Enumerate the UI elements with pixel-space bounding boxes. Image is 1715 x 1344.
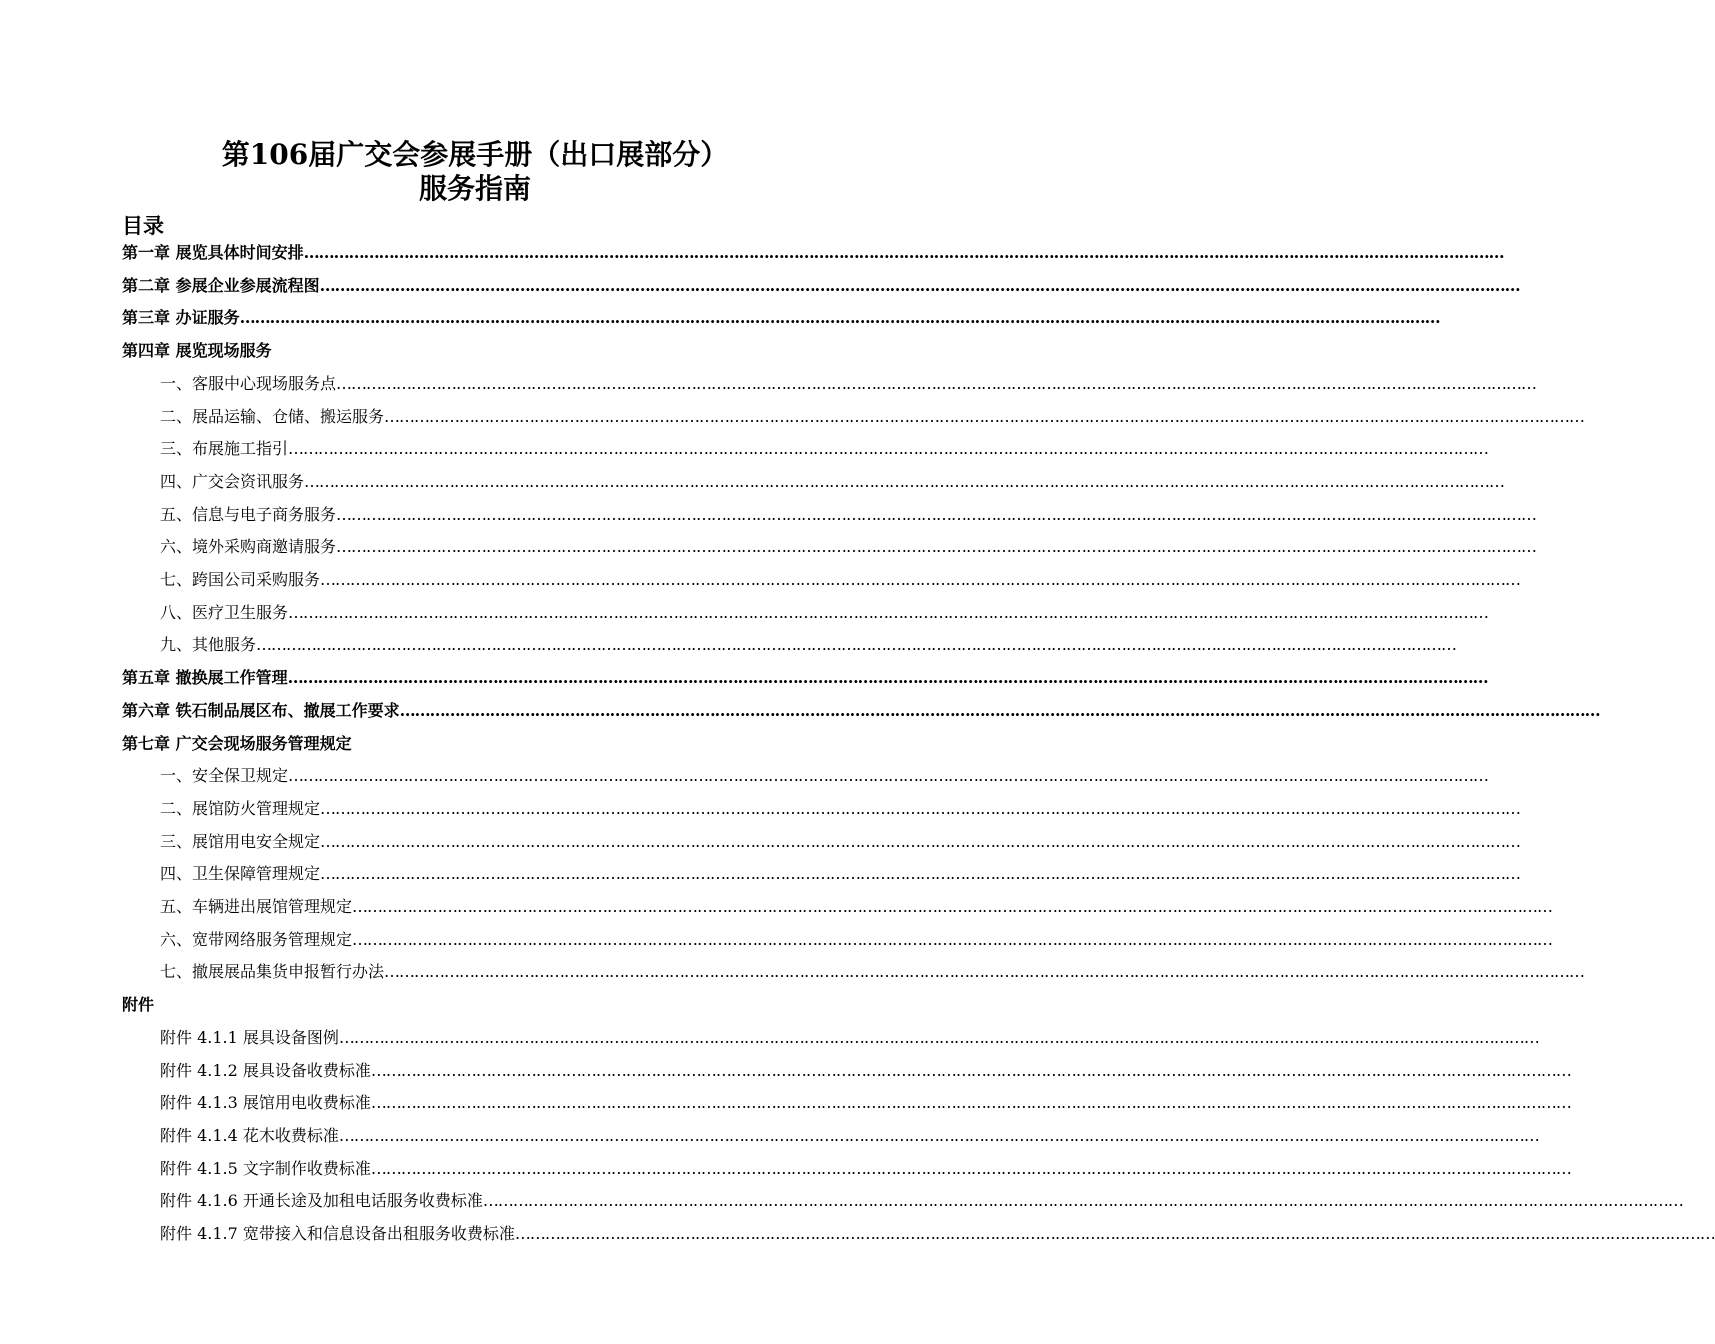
toc-entry-label: 附件 4.1.7 宽带接入和信息设备出租服务收费标准 — [160, 1224, 515, 1243]
toc-entry-label: 附件 4.1.1 展具设备图例 — [160, 1027, 339, 1047]
toc-dot-leader: …………………………………………………………………………………………………………………………………………………………………………………………………………………… — [288, 602, 1489, 622]
toc-entry-label: 附件 4.1.3 展馆用电收费标准 — [160, 1093, 371, 1113]
toc-section-entry — [160, 438, 1489, 460]
toc-dot-leader: …………………………………………………………………………………………………………………………………………………………………………………………………………………… — [352, 897, 1553, 916]
toc-dot-leader: …………………………………………………………………………………………………………………………………………………………………………………………………………………… — [256, 635, 1457, 655]
toc-dot-leader: …………………………………………………………………………………………………………………………………………………………………………………………………………………… — [336, 504, 1537, 524]
toc-dot-leader: …………………………………………………………………………………………………………………………………………………………………………………………………………………… — [370, 1060, 1571, 1080]
toc-entry-label: 第五章 撤换展工作管理 — [122, 668, 288, 688]
toc-dot-leader: …………………………………………………………………………………………………………………………………………………………………………………………………………………… — [384, 962, 1585, 982]
toc-section-entry — [160, 504, 1537, 526]
toc-dot-leader: …………………………………………………………………………………………………………………………………………………………………………………………………………………… — [287, 668, 1488, 688]
toc-section-entry — [160, 1027, 1539, 1049]
toc-section-entry — [160, 961, 1585, 983]
toc-section-entry — [160, 406, 1585, 428]
toc-entry-label: 八、医疗卫生服务 — [160, 602, 289, 622]
toc-dot-leader: …………………………………………………………………………………………………………………………………………………………………………………………………………………… — [288, 766, 1489, 786]
toc-entry-label: 第二章 参展企业参展流程图 — [122, 275, 320, 295]
toc-dot-leader: …………………………………………………………………………………………………………………………………………………………………………………………………………………… — [320, 831, 1521, 851]
toc-dot-leader: …………………………………………………………………………………………………………………………………………………………………………………………………………………… — [239, 308, 1440, 328]
toc-section-entry — [160, 798, 1521, 820]
toc-section-entry — [160, 1223, 1715, 1245]
toc-dot-leader: …………………………………………………………………………………………………………………………………………………………………………………………………………………… — [319, 275, 1520, 295]
toc-entry-label: 三、布展施工指引 — [160, 439, 289, 459]
toc-entry-label: 第七章 广交会现场服务管理规定 — [122, 733, 352, 753]
toc-chapter-entry — [122, 340, 272, 362]
toc-dot-leader: …………………………………………………………………………………………………………………………………………………………………………………………………………………… — [336, 373, 1537, 393]
toc-dot-leader: …………………………………………………………………………………………………………………………………………………………………………………………………………………… — [338, 1027, 1539, 1047]
toc-entry-label: 二、展品运输、仓储、搬运服务 — [160, 406, 385, 426]
toc-entry-label: 五、车辆进出展馆管理规定 — [160, 897, 353, 916]
document-title: 第106届广交会参展手册（出口展部分） — [221, 138, 729, 171]
toc-entry-label: 六、宽带网络服务管理规定 — [160, 929, 353, 949]
toc-entry-label: 九、其他服务 — [160, 635, 257, 655]
toc-section-entry — [160, 1092, 1571, 1114]
toc-chapter-entry — [122, 994, 154, 1016]
toc-dot-leader: …………………………………………………………………………………………………………………………………………………………………………………………………………………… — [288, 439, 1489, 459]
toc-entry-label: 五、信息与电子商务服务 — [160, 504, 337, 524]
toc-section-entry — [160, 1190, 1683, 1212]
toc-dot-leader: …………………………………………………………………………………………………………………………………………………………………………………………………………………… — [336, 537, 1537, 557]
toc-dot-leader: …………………………………………………………………………………………………………………………………………………………………………………………………………………… — [304, 471, 1505, 491]
toc-chapter-entry — [122, 700, 1600, 722]
toc-dot-leader: …………………………………………………………………………………………………………………………………………………………………………………………………………………… — [482, 1191, 1683, 1211]
document-subtitle: 服务指南 — [418, 172, 531, 205]
toc-entry-label: 附件 4.1.6 开通长途及加租电话服务收费标准 — [160, 1191, 483, 1211]
toc-entry-label: 七、撤展展品集货申报暂行办法 — [160, 962, 385, 982]
toc-entry-label: 六、境外采购商邀请服务 — [160, 537, 337, 557]
toc-chapter-entry — [122, 275, 1520, 297]
toc-entry-label: 附件 — [122, 995, 155, 1015]
toc-entry-label: 一、安全保卫规定 — [160, 766, 289, 786]
toc-section-entry — [160, 863, 1521, 885]
toc-dot-leader: …………………………………………………………………………………………………………………………………………………………………………………………………………………… — [320, 864, 1521, 884]
toc-entry-label: 第四章 展览现场服务 — [122, 341, 272, 361]
toc-dot-leader: …………………………………………………………………………………………………………………………………………………………………………………………………………………… — [399, 700, 1600, 720]
toc-section-entry — [160, 896, 1553, 918]
toc-entry-label: 附件 4.1.4 花木收费标准 — [160, 1125, 339, 1145]
toc-entry-label: 四、卫生保障管理规定 — [160, 864, 321, 884]
toc-dot-leader: …………………………………………………………………………………………………………………………………………………………………………………………………………………… — [352, 929, 1553, 949]
toc-heading: 目录 — [122, 213, 164, 238]
toc-section-entry — [160, 569, 1521, 591]
toc-section-entry — [160, 373, 1537, 395]
toc-section-entry — [160, 602, 1489, 624]
toc-dot-leader: …………………………………………………………………………………………………………………………………………………………………………………………………………………… — [384, 406, 1585, 426]
toc-entry-label: 附件 4.1.5 文字制作收费标准 — [160, 1158, 371, 1178]
toc-chapter-entry — [122, 307, 1440, 329]
toc-dot-leader: …………………………………………………………………………………………………………………………………………………………………………………………………………………… — [338, 1125, 1539, 1145]
toc-dot-leader: …………………………………………………………………………………………………………………………………………………………………………………………………………………… — [320, 798, 1521, 818]
toc-section-entry — [160, 929, 1553, 951]
toc-dot-leader: …………………………………………………………………………………………………………………………………………………………………………………………………………………… — [370, 1158, 1571, 1178]
toc-entry-label: 四、广交会资讯服务 — [160, 471, 305, 491]
toc-chapter-entry — [122, 667, 1488, 689]
toc-entry-label: 七、跨国公司采购服务 — [160, 570, 321, 589]
toc-entry-label: 附件 4.1.2 展具设备收费标准 — [160, 1060, 371, 1080]
toc-dot-leader: …………………………………………………………………………………………………………………………………………………………………………………………………………………… — [320, 570, 1521, 589]
toc-chapter-entry — [122, 733, 352, 755]
toc-dot-leader: …………………………………………………………………………………………………………………………………………………………………………………………………………………… — [303, 243, 1504, 262]
toc-section-entry — [160, 1060, 1571, 1082]
toc-section-entry — [160, 471, 1505, 493]
toc-dot-leader: …………………………………………………………………………………………………………………………………………………………………………………………………………………… — [514, 1224, 1715, 1243]
toc-section-entry — [160, 634, 1457, 656]
toc-section-entry — [160, 831, 1521, 853]
toc-section-entry — [160, 1158, 1571, 1180]
toc-section-entry — [160, 1125, 1539, 1147]
toc-chapter-entry — [122, 242, 1504, 264]
toc-entry-label: 第六章 铁石制品展区布、撤展工作要求 — [122, 700, 400, 720]
toc-dot-leader: …………………………………………………………………………………………………………………………………………………………………………………………………………………… — [370, 1093, 1571, 1113]
toc-entry-label: 一、客服中心现场服务点 — [160, 373, 337, 393]
toc-section-entry — [160, 765, 1489, 787]
toc-entry-label: 三、展馆用电安全规定 — [160, 831, 321, 851]
toc-entry-label: 二、展馆防火管理规定 — [160, 798, 321, 818]
toc-section-entry — [160, 536, 1537, 558]
toc-entry-label: 第一章 展览具体时间安排 — [122, 243, 304, 262]
toc-entry-label: 第三章 办证服务 — [122, 308, 240, 328]
